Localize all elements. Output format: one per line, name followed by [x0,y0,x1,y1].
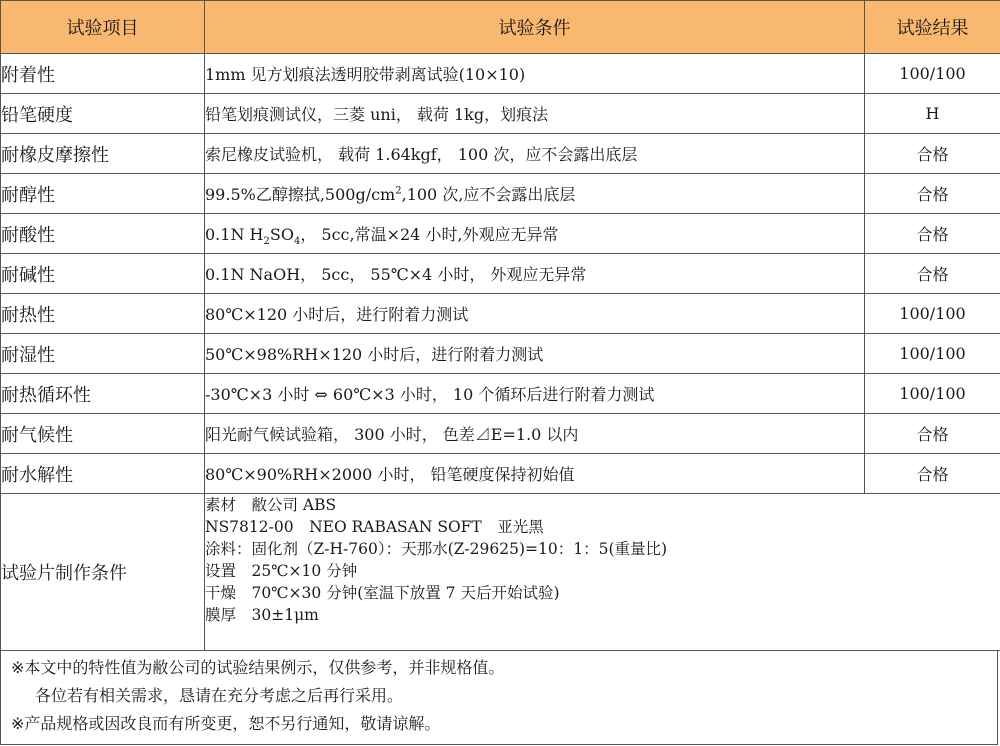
superscript: 2 [395,185,402,197]
row-condition: 铅笔划痕测试仪，三菱 uni， 载荷 1kg，划痕法 [205,94,865,134]
row-result: H [865,94,1000,134]
prep-item: 试验片制作条件 [1,494,205,651]
row-condition: 索尼橡皮试验机， 载荷 1.64kgf， 100 次，应不会露出底层 [205,134,865,174]
row-item: 耐湿性 [1,334,205,374]
row-result: 100/100 [865,374,1000,414]
table-row [1,54,1000,94]
prep-line: 素材 敝公司 ABS [205,496,337,514]
note-line: ※本文中的特性值为敝公司的试验结果例示，仅供参考，并非规格值。 [11,658,505,677]
row-item: 耐水解性 [1,454,205,494]
row-condition: 50℃×98%RH×120 小时后，进行附着力测试 [205,334,865,374]
row-condition: -30℃×3 小时 ⇔ 60℃×3 小时， 10 个循环后进行附着力测试 [205,374,865,414]
row-condition [205,174,865,214]
row-result: 100/100 [865,334,1000,374]
row-item: 耐气候性 [1,414,205,454]
table-row [1,454,1000,494]
row-item: 铅笔硬度 [1,94,205,134]
row-condition: 80℃×90%RH×2000 小时， 铅笔硬度保持初始值 [205,454,865,494]
row-result: 合格 [865,174,1000,214]
row-result: 合格 [865,254,1000,294]
prep-line: 设置 25℃×10 分钟 [205,562,358,580]
table-row [1,254,1000,294]
row-condition [205,214,865,254]
row-item: 耐碱性 [1,254,205,294]
table-row [1,174,1000,214]
table-row [1,334,1000,374]
row-item: 耐橡皮摩擦性 [1,134,205,174]
table-row [1,214,1000,254]
row-condition: 阳光耐气候试验箱， 300 小时， 色差⊿E=1.0 以内 [205,414,865,454]
table-row [1,294,1000,334]
prep-row [1,494,1000,651]
condition-text: 0.1N H [205,225,264,244]
row-item: 耐酸性 [1,214,205,254]
row-item: 耐热循环性 [1,374,205,414]
note-line: 各位若有相关需求，恳请在充分考虑之后再行采用。 [35,686,404,705]
prep-line: NS7812-00 NEO RABASAN SOFT 亚光黑 [205,518,544,536]
table-row [1,134,1000,174]
row-result: 合格 [865,414,1000,454]
note-line: ※产品规格或因改良而有所变更，恕不另行通知，敬请谅解。 [11,714,441,733]
row-result: 合格 [865,134,1000,174]
notes-box [0,650,998,745]
row-result: 合格 [865,454,1000,494]
subscript: 2 [263,236,270,248]
row-condition: 1mm 见方划痕法透明胶带剥离试验(10×10) [205,54,865,94]
table-row [1,374,1000,414]
subscript: 4 [293,236,301,248]
condition-text: 99.5%乙醇擦拭,500g/cm [205,185,396,204]
row-result: 合格 [865,214,1000,254]
row-item: 耐醇性 [1,174,205,214]
table-row [1,94,1000,134]
header-item: 试验项目 [1,1,205,54]
header-row [1,1,1000,54]
condition-text: SO [269,225,294,244]
row-result: 100/100 [865,54,1000,94]
table-row [1,414,1000,454]
prep-conditions [205,494,1000,651]
prep-line: 涂料：固化剂（Z-H-760）：天那水(Z-29625)=10：1：5(重量比) [205,540,668,558]
row-item: 附着性 [1,54,205,94]
header-condition: 试验条件 [205,1,865,54]
row-condition: 80℃×120 小时后，进行附着力测试 [205,294,865,334]
condition-text: ， 5cc,常温×24 小时,外观应无异常 [300,225,559,244]
row-result: 100/100 [865,294,1000,334]
prep-line: 干燥 70℃×30 分钟(室温下放置 7 天后开始试验) [205,584,560,602]
condition-text: ,100 次,应不会露出底层 [401,185,576,204]
header-result: 试验结果 [865,1,1000,54]
row-item: 耐热性 [1,294,205,334]
prep-line: 膜厚 30±1μm [205,606,319,624]
row-condition: 0.1N NaOH， 5cc， 55℃×4 小时， 外观应无异常 [205,254,865,294]
